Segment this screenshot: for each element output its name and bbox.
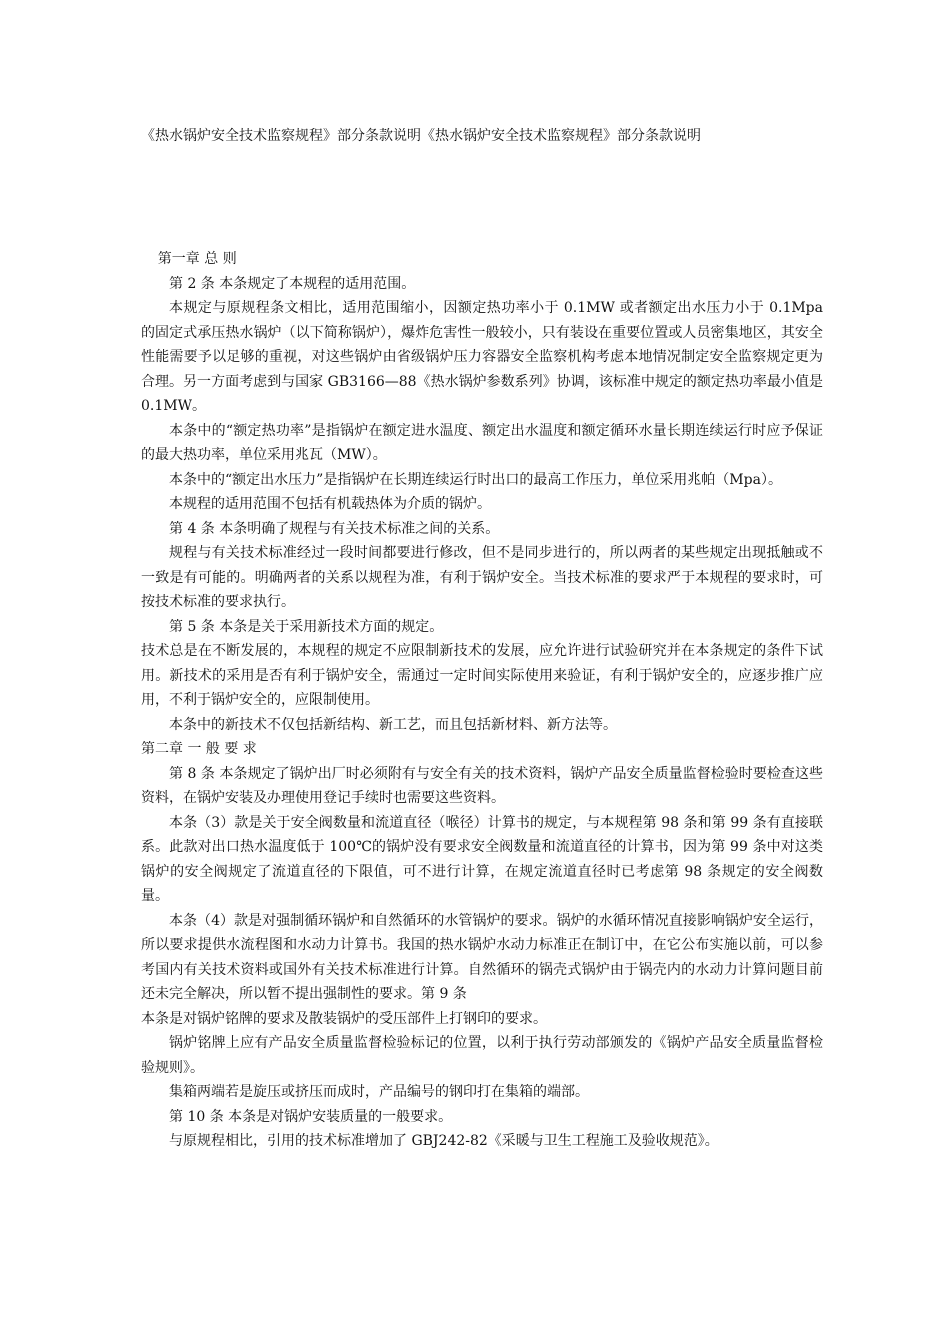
paragraph: 本规程的适用范围不包括有机载热体为介质的锅炉。: [169, 496, 491, 512]
paragraph: 本条中的新技术不仅包括新结构、新工艺，而且包括新材料、新方法等。: [169, 716, 617, 733]
paragraph: 第 10 条 本条是对锅炉安装质量的一般要求。: [169, 1108, 453, 1125]
paragraph: 本规定与原规程条文相比，适用范围缩小，因额定热功率小于 0.1MW 或者额定出水压力小于 0.1Mpa 的固定式承压热水锅炉（以下简称锅炉），爆炸危害性一般较小，只有装设在重要位置或人员密集地区，其安全性能需要予以足够的重视，对这些锅炉由省级锅炉压力容器安全监察机构考虑本地情况制定安全监察规定更为合理。另一方面考虑到与国家 GB3166—88《热水锅炉参数系列》协调，该标准中规定的额定热功率最小值是 0.1MW。: [141, 300, 823, 414]
paragraph: 第 8 条 本条规定了锅炉出厂时必须附有与安全有关的技术资料，锅炉产品安全质量监督检验时要检查这些资料，在锅炉安装及办理使用登记手续时也需要这些资料。: [141, 765, 823, 806]
document-body: [141, 247, 823, 1154]
paragraph: 本条（4）款是对强制循环锅炉和自然循环的水管锅炉的要求。锅炉的水循环情况直接影响锅炉安全运行，所以要求提供水流程图和水动力计算书。我国的热水锅炉水动力标准正在制订中，在它公布实施以前，可以参考国内有关技术资料或国外有关技术标准进行计算。自然循环的锅壳式锅炉由于锅壳内的水动力计算问题目前还未完全解决，所以暂不提出强制性的要求。第 9 条: [141, 912, 823, 1002]
paragraph: 本条中的“额定出水压力”是指锅炉在长期连续运行时出口的最高工作压力，单位采用兆帕（Mpa）。: [169, 471, 782, 488]
paragraph: 锅炉铭牌上应有产品安全质量监督检验标记的位置，以利于执行劳动部颁发的《锅炉产品安全质量监督检验规则》。: [141, 1035, 823, 1076]
paragraph: 规程与有关技术标准经过一段时间都要进行修改，但不是同步进行的，所以两者的某些规定出现抵触或不一致是有可能的。明确两者的关系以规程为准，有利于锅炉安全。当技术标准的要求严于本规程的要求时，可按技术标准的要求执行。: [141, 545, 823, 610]
paragraph: 本条是对锅炉铭牌的要求及散装锅炉的受压部件上打钢印的要求。: [141, 1010, 547, 1027]
paragraph: 第二章 一 般 要 求: [141, 741, 257, 757]
paragraph: 第 5 条 本条是关于采用新技术方面的规定。: [169, 618, 444, 635]
paragraph: 本条中的“额定热功率”是指锅炉在额定进水温度、额定出水温度和额定循环水量长期连续运行时应予保证的最大热功率，单位采用兆瓦（MW）。: [141, 422, 823, 463]
document-title: 《热水锅炉安全技术监察规程》部分条款说明《热水锅炉安全技术监察规程》部分条款说明: [141, 128, 701, 144]
paragraph: 第 2 条 本条规定了本规程的适用范围。: [169, 275, 416, 292]
paragraph: 第一章 总 则: [157, 251, 237, 267]
paragraph: 与原规程相比，引用的技术标准增加了 GBJ242-82《采暖与卫生工程施工及验收规范》。: [169, 1133, 719, 1149]
paragraph: 本条（3）款是关于安全阀数量和流道直径（喉径）计算书的规定，与本规程第 98 条和第 99 条有直接联系。此款对出口热水温度低于 100℃的锅炉没有要求安全阀数量和流道直径的计算书，因为第 99 条中对这类锅炉的安全阀规定了流道直径的下限值，可不进行计算，在规定流道直径时已考虑第 98 条规定的安全阀数量。: [141, 814, 823, 904]
paragraph: 技术总是在不断发展的，本规程的规定不应限制新技术的发展，应允许进行试验研究并在本条规定的条件下试用。新技术的采用是否有利于锅炉安全，需通过一定时间实际使用来验证，有利于锅炉安全的，应逐步推广应用，不利于锅炉安全的，应限制使用。: [141, 643, 823, 708]
paragraph: 集箱两端若是旋压或挤压而成时，产品编号的钢印打在集箱的端部。: [169, 1084, 589, 1100]
paragraph: 第 4 条 本条明确了规程与有关技术标准之间的关系。: [169, 520, 500, 537]
